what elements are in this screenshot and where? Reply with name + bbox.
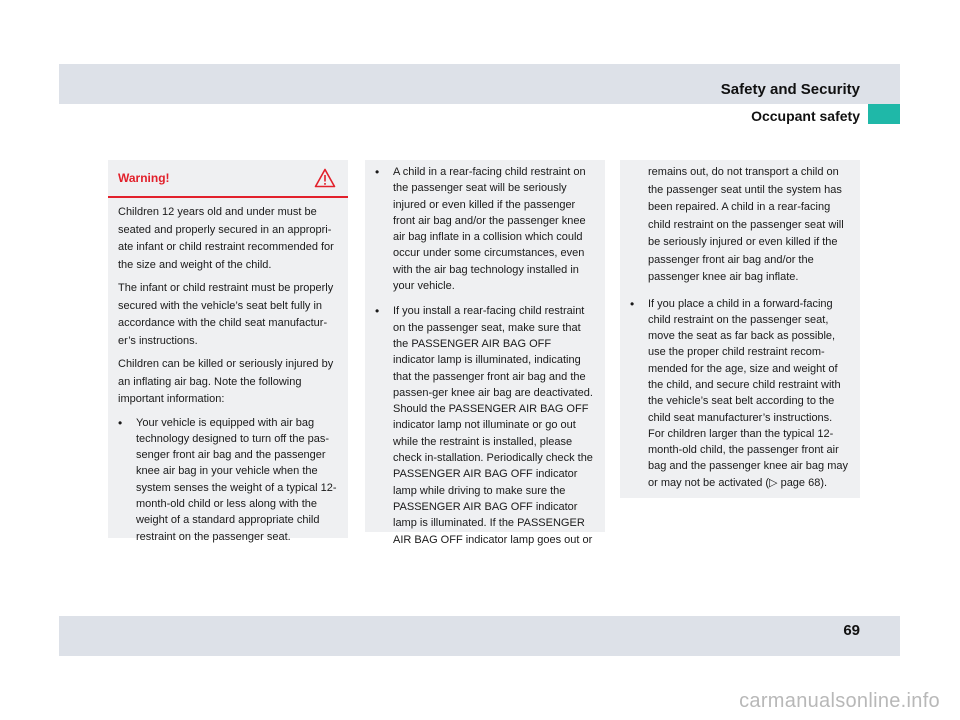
warning-paragraph: Children can be killed or seriously injured by an inflating air bag. Note the following important information: <box>118 358 334 405</box>
watermark-text: carmanualsonline.info <box>739 690 940 712</box>
warning-title: Warning! <box>118 170 170 185</box>
warning-body <box>108 198 348 545</box>
page-number: 69 <box>843 622 860 639</box>
content-column-2 <box>365 160 605 546</box>
list-item: • If you place a child in a forward-facing child restraint on the passenger seat, move the seat as far back as possible, use the proper child restraint recom-mended for the age, size and weight of the child, and secure child restraint with the vehicle’s seat belt according to the child seat manufacturer’s instructions. For children larger than the typical 12-month-old child, the passenger front air bag and the passenger knee air bag may or may not be activated (▷ page 68). <box>630 296 850 492</box>
continued-text: remains out, do not transport a child on the passenger seat until the system has been repaired. A child in a rear-facing child restraint on the passenger seat will be seriously injured or even killed if the passenger front air bag and/or the passenger knee air bag inflate. <box>648 166 844 283</box>
bullet-list <box>375 164 595 548</box>
warning-triangle-icon <box>314 168 336 188</box>
list-item: • Your vehicle is equipped with air bag technology designed to turn off the pas-senger front air bag and the passenger knee air bag in your vehicle when the system senses the weight of a typical 12-month-old child or less along with the weight of a standard appropriate child restraint on the passenger seat. <box>118 415 338 545</box>
list-item: • A child in a rear-facing child restraint on the passenger seat will be seriously injured or even killed if the passenger front air bag and/or the passenger knee air bag inflate in a collision which could occur under some circumstances, even with the air bag technology installed in your vehicle. <box>375 164 595 294</box>
warning-paragraph: The infant or child restraint must be properly secured with the vehicle’s seat belt fully in accordance with the child seat manufactur-er’s instructions. <box>118 282 334 347</box>
bullet-list <box>630 296 850 492</box>
section-tab-marker <box>868 104 900 124</box>
warning-header <box>108 160 348 198</box>
section-title: Safety and Security <box>720 81 860 98</box>
footer-band <box>59 616 900 656</box>
content-column-3 <box>620 160 860 498</box>
warning-paragraph: Children 12 years old and under must be seated and properly secured in an appropri-ate infant or child restraint recommended for the size and weight of the child. <box>118 206 334 271</box>
subsection-title: Occupant safety <box>751 108 860 124</box>
warning-bullet-list <box>118 415 338 545</box>
list-item: • If you install a rear-facing child restraint on the passenger seat, make sure that the PASSENGER AIR BAG OFF indicator lamp is illuminated, indicating that the passenger front air bag and the passen-ger knee air bag are deactivated. Should the PASSENGER AIR BAG OFF indicator lamp not illuminate or go out while the restraint is installed, please check in-stallation. Periodically check the PASSENGER AIR BAG OFF indicator lamp while driving to make sure the PASSENGER AIR BAG OFF indicator lamp is illuminated. If the PASSENGER AIR BAG OFF indicator lamp goes out or <box>375 303 595 547</box>
warning-box <box>108 160 348 543</box>
